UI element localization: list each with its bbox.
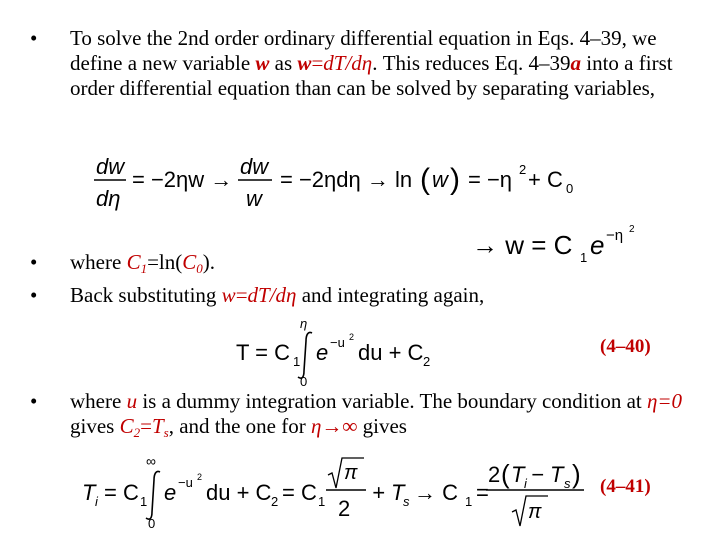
eq4-ssub: s (564, 476, 571, 491)
eq4-eqsign: = (476, 480, 489, 505)
bullet-dot: • (30, 250, 38, 274)
eq4-du: du + C (206, 480, 272, 505)
eq-suffix-a: a (570, 51, 582, 75)
bullet-text (70, 26, 700, 101)
bullet-text (70, 389, 700, 439)
eq4-sq: 2 (197, 472, 203, 482)
variable-w: w (297, 51, 312, 75)
text-run: gives (357, 414, 407, 438)
equation-4-41 (80, 452, 600, 532)
variable-u: u (126, 389, 138, 413)
bullet-dot: • (30, 389, 38, 413)
text-run: To solve the 2nd order ordinary differential equation in Eqs. 4–39, we define a new variable (70, 26, 657, 75)
text-run: =ln( (147, 250, 183, 274)
equation-separation (90, 148, 580, 218)
eq1-lparen: ( (420, 163, 430, 196)
eq1-plus-c: + C (528, 167, 563, 192)
temperature-ts-sub: s (163, 425, 169, 440)
temperature-ts-letter: T (151, 414, 164, 438)
bullet-dot: • (30, 26, 38, 50)
eq4-minus-ts: − T (531, 462, 564, 487)
eq4-t: T (82, 480, 96, 505)
eq1-rparen: ) (450, 163, 460, 196)
equals-sign: = (235, 283, 248, 307)
eq1-zero: 0 (566, 181, 574, 196)
eq2-e: e (590, 230, 605, 260)
eq4-rparen: ) (572, 459, 581, 489)
equation-4-40 (234, 316, 434, 388)
eq4-lower-limit: 0 (148, 516, 156, 531)
constant-c1 (127, 250, 148, 274)
eq1-sq: 2 (519, 162, 527, 177)
eq4-integral-sign (146, 471, 160, 519)
text-run: where (70, 389, 127, 413)
constant-c0-sub: 0 (196, 261, 203, 276)
eq3-exp: −u (330, 335, 345, 350)
equals-sign: = (140, 414, 152, 438)
equation-label-4-40: (4–40) (600, 336, 651, 357)
text-run: and integrating again, (296, 283, 485, 307)
eq1-rhs1: = −2ηw → (132, 167, 233, 192)
eq3-du: du + C (358, 340, 424, 365)
eq4-upper-limit: ∞ (146, 453, 156, 469)
text-run: as (269, 51, 298, 75)
constant-c1-letter: C (126, 250, 141, 274)
eq3-upper-limit: η (300, 316, 308, 331)
eq4-one: 1 (140, 494, 148, 509)
eq3-integrand: e (316, 340, 329, 365)
eq1-dw: dw (96, 154, 125, 179)
eq4-pi2: π (528, 501, 542, 523)
equals-sign: = (311, 51, 324, 75)
bullet-back-substitute (30, 283, 700, 309)
eq4-integrand: e (164, 480, 177, 505)
constant-c2 (120, 414, 141, 438)
eq4-exp: −u (178, 475, 193, 490)
eq2-sq: 2 (629, 224, 635, 235)
constant-c0 (182, 250, 203, 274)
bullet-c1-definition (30, 250, 700, 276)
text-run: is a dummy integration variable. The boundary condition at (137, 389, 647, 413)
bullet-boundary-conditions (30, 389, 700, 441)
eq4-num2: 2 (488, 462, 501, 487)
variable-w: w (221, 283, 236, 307)
eq4-arrow-c: → C (414, 480, 458, 505)
eq4-plus-ts: + T (372, 480, 405, 505)
eq4-one-b: 1 (318, 494, 326, 509)
bullet-text (70, 250, 700, 275)
eq3-two: 2 (423, 354, 431, 369)
eq1-rhs2: = −2ηdη → ln (280, 167, 413, 192)
eq4-one-c: 1 (465, 494, 473, 509)
variable-w: w (255, 51, 270, 75)
condition-eta-infinity: η→∞ (310, 414, 358, 438)
eq1-dw2: dw (240, 154, 269, 179)
temperature-ts (152, 414, 169, 438)
eq3-lower-limit: 0 (300, 374, 308, 388)
constant-c1-sub: 1 (140, 261, 148, 276)
eq4-ti: T (511, 462, 525, 487)
constant-c2-letter: C (119, 414, 134, 438)
eq3-sq: 2 (349, 332, 355, 342)
derivative-dT-deta: dT/dη (323, 51, 373, 75)
eq4-lparen: ( (501, 459, 510, 489)
text-run: gives (70, 414, 120, 438)
bullet-dot: • (30, 283, 38, 307)
eq2-one: 1 (580, 250, 588, 265)
equation-label-4-41: (4–41) (600, 476, 651, 497)
eq3-lhs: T = C (236, 340, 291, 365)
eq4-isub: i (524, 476, 527, 491)
text-run: , and the one for (168, 414, 311, 438)
eq1-w: w (246, 186, 262, 211)
eq4-pi: π (344, 462, 358, 484)
eq1-rhs3: = −η (468, 167, 513, 192)
eq2-exp: −η (606, 227, 624, 244)
derivative-dT-deta: dT/dη (247, 283, 297, 307)
text-run: ). (202, 250, 216, 274)
bullet-text (70, 283, 700, 308)
eq2-arrow-w: → w = C (472, 230, 573, 260)
eq4-eq-c: = C (104, 480, 139, 505)
text-run: where (70, 250, 127, 274)
eq3-one: 1 (293, 354, 301, 369)
text-run: . This reduces Eq. 4–39 (372, 51, 571, 75)
eq4-den2: 2 (338, 496, 351, 521)
condition-eta-zero: η=0 (646, 389, 683, 413)
eq4-eq-c1: = C (282, 480, 317, 505)
eq4-two: 2 (271, 494, 279, 509)
text-run: into a first order differential equation than can be solved by separating variables, (70, 51, 673, 100)
constant-c0-letter: C (182, 250, 197, 274)
text-run: Back substituting (70, 283, 222, 307)
eq4-i: i (95, 494, 98, 509)
eq4-s: s (403, 494, 410, 509)
constant-c2-sub: 2 (133, 425, 141, 440)
eq1-deta: dη (96, 186, 121, 211)
eq1-w-arg: w (432, 167, 448, 192)
bullet-define-variable (30, 26, 700, 126)
